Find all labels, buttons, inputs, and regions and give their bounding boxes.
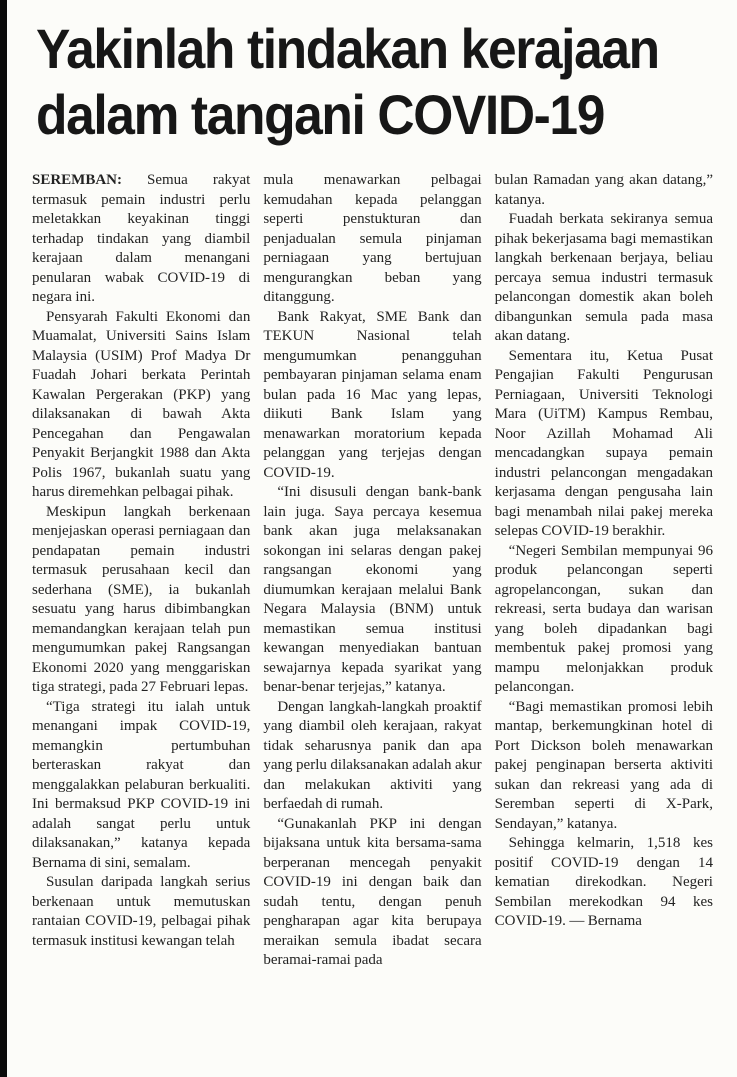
headline (36, 16, 663, 147)
paragraph: Meskipun langkah berkenaan menjejaskan operasi perniagaan dan pendapatan pemain industri termasuk perusahaan kecil dan sederhana (SME), ia bukanlah sesuatu yang harus dibimbangkan memandangkan kerajaan telah pun mengumumkan pakej Rangsangan Ekonomi 2020 yang menggariskan tiga strategi, pada 27 Februari lepas. (32, 503, 251, 696)
paragraph: “Ini disusuli dengan bank-bank lain juga. Saya percaya kesemua bank akan juga melaksanakan sokongan ini selaras dengan pakej rangsangan ekonomi yang diumumkan kerajaan melalui Bank Negara Malaysia (BNM) untuk memastikan semua institusi kewangan menyediakan bantuan sewajarnya kepada syarikat yang benar-benar terjejas,” katanya. (263, 484, 482, 696)
paragraph-continuation: bulan Ramadan yang akan datang,” katanya. (494, 172, 713, 208)
paragraph: “Gunakanlah PKP ini dengan bijaksana untuk kita bersama-sama berperanan mencegah penyakit COVID-19 ini dengan baik dan sudah tentu, dengan penuh pengharapan agar kita berupaya meraikan semula ibadat secara beramai-ramai pada (263, 815, 482, 969)
paragraph: Sementara itu, Ketua Pusat Pengajian Fakulti Pengurusan Perniagaan, Universiti Teknologi Mara (UiTM) Kampus Rembau, Noor Azillah Mohamad Ali mencadangkan supaya pemain industri pelancongan mengadakan kerjasama dengan pengusaha lain bagi menambah nilai pakej mereka selepas COVID-19 berakhir. (494, 347, 713, 540)
paragraph: Pensyarah Fakulti Ekonomi dan Muamalat, Universiti Sains Islam Malaysia (USIM) Prof Madya Dr Fuadah Johari berkata Perintah Kawalan Pergerakan (PKP) yang dilaksanakan di bawah Akta Pencegahan dan Pengawalan Penyakit Berjangkit 1988 dan Akta Polis 1967, bukanlah suatu yang harus diremehkan pelbagai pihak. (32, 308, 251, 501)
scan-edge-shadow (0, 0, 7, 1077)
article-body (0, 165, 737, 971)
article-column-1 (32, 171, 250, 971)
lead-text: Semua rakyat termasuk pemain industri perlu meletakkan keyakinan tinggi terhadap tindakan yang diambil kerajaan dalam menangani penularan wabak COVID-19 di negara ini. (32, 172, 251, 306)
headline-line-1: Yakinlah tindakan kerajaan (36, 17, 659, 80)
paragraph: Susulan daripada langkah serius berkenaan untuk memutuskan rantaian COVID-19, pelbagai pihak termasuk institusi kewangan telah (32, 874, 251, 949)
paragraph: “Tiga strategi itu ialah untuk menangani impak COVID-19, memangkin pertumbuhan berteraskan rakyat dan menggalakkan pelaburan berkualiti. Ini bermaksud PKP COVID-19 ini adalah sangat perlu untuk dilaksanakan,” katanya kepada Bernama di sini, semalam. (32, 698, 251, 871)
dateline: SEREMBAN: (32, 172, 123, 189)
article-column-2 (263, 171, 481, 971)
paragraph: Dengan langkah-langkah proaktif yang diambil oleh kerajaan, rakyat tidak seharusnya panik dan apa yang perlu dilaksanakan adalah akur dan melakukan aktiviti yang berfaedah di rumah. (263, 698, 482, 813)
article-column-3 (495, 171, 713, 971)
paragraph: Fuadah berkata sekiranya semua pihak bekerjasama bagi memastikan langkah berkenaan berjaya, beliau percaya semua industri termasuk pelancongan domestik akan boleh dibangunkan semula pada masa akan datang. (494, 211, 713, 345)
paragraph-continuation: mula menawarkan pelbagai kemudahan kepada pelanggan seperti penstukturan dan penjadualan semula pinjaman perniagaan yang bertujuan mengurangkan beban yang ditanggung. (263, 172, 482, 306)
headline-line-2: dalam tangani COVID-19 (36, 82, 604, 146)
lead-paragraph (32, 171, 250, 308)
closing-paragraph: Sehingga kelmarin, 1,518 kes positif COVID-19 dengan 14 kematian direkodkan. Negeri Sembilan merekodkan 94 kes COVID-19. — Bernama (494, 835, 713, 930)
paragraph: Bank Rakyat, SME Bank dan TEKUN Nasional telah mengumumkan penangguhan pembayaran pinjaman selama enam bulan pada 16 Mac yang lepas, diikuti Bank Islam yang menawarkan moratorium kepada pelanggan yang terjejas dengan COVID-19. (263, 308, 482, 481)
paragraph: “Negeri Sembilan mempunyai 96 produk pelancongan seperti agropelancongan, sukan dan rekreasi, serta budaya dan warisan yang boleh dipadankan bagi membentuk pakej promosi yang mampu melonjakkan produk pelancongan. (494, 542, 713, 696)
paragraph: “Bagi memastikan promosi lebih mantap, berkemungkinan hotel di Port Dickson boleh menawarkan pakej penginapan berserta aktiviti sukan dan rekreasi yang ada di Seremban seperti di X-Park, Sendayan,” katanya. (494, 698, 713, 832)
